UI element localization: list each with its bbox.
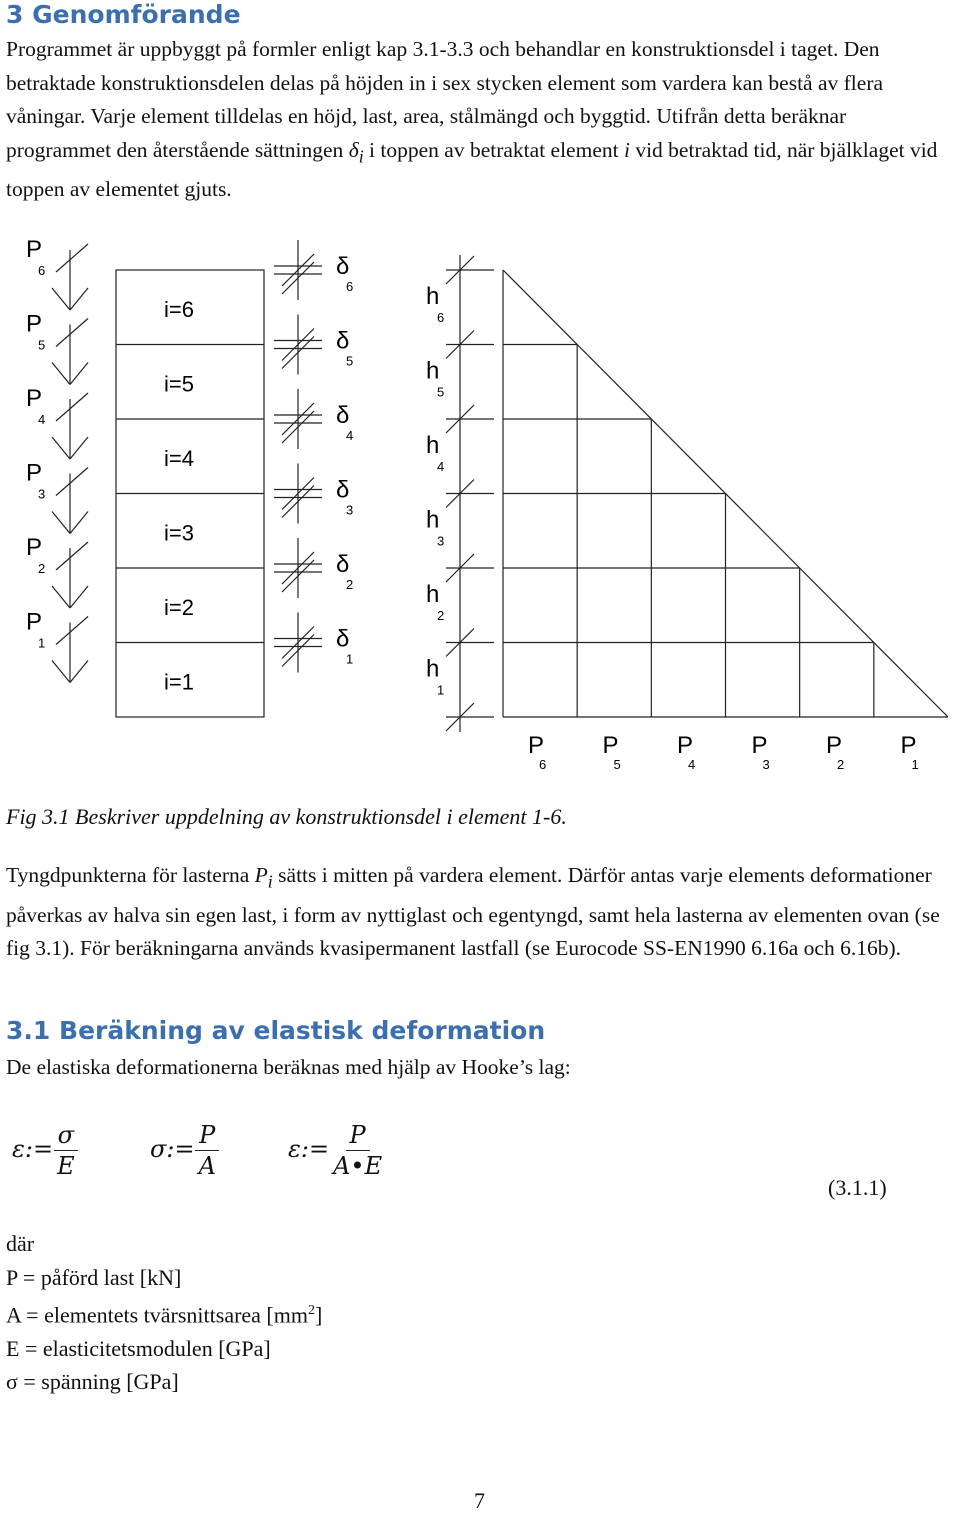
bottom-load-symbol: P [602, 732, 619, 759]
height-markers [426, 255, 494, 732]
equation-strain [12, 1120, 79, 1181]
subsection-number: 3.1 [6, 1016, 51, 1045]
load-arrow-tick [56, 319, 88, 347]
element-label: i=4 [164, 446, 194, 471]
bottom-load-subscript: 5 [613, 757, 621, 772]
load-arrow-head [70, 661, 88, 683]
load-label-symbol: P [26, 385, 43, 412]
load-subscript: i [267, 871, 273, 892]
hooke-intro: De elastiska deformationerna beräknas med hjälp av Hooke’s lag: [6, 1055, 571, 1079]
settlement-subscript: 1 [346, 651, 354, 667]
element-stack [116, 270, 264, 717]
eq2-numerator: P [195, 1120, 219, 1151]
load-arrow-head [70, 586, 88, 608]
settlement-subscript: 5 [346, 353, 354, 369]
load-arrow-head [52, 437, 70, 459]
bottom-load-symbol: P [751, 732, 768, 759]
load-label-subscript: 3 [38, 486, 46, 502]
height-subscript: 6 [437, 310, 445, 325]
settlement-symbol: δ [336, 253, 350, 280]
settlement-subscript: 4 [346, 428, 354, 443]
definition-area-sup: 2 [307, 1303, 315, 1318]
intro-text-b: i toppen av betraktat element [363, 137, 624, 162]
page-number: 7 [474, 1488, 485, 1513]
bottom-load-symbol: P [528, 732, 545, 759]
height-subscript: 3 [437, 533, 445, 549]
where-label: där [6, 1231, 35, 1256]
section-number: 3 [6, 0, 24, 29]
element-label: i=1 [164, 669, 194, 695]
load-arrows [26, 236, 88, 683]
bottom-load-subscript: 4 [688, 757, 696, 772]
load-label-symbol: P [26, 459, 43, 487]
load-label-subscript: 5 [38, 337, 46, 353]
height-subscript: 5 [437, 384, 445, 400]
eq1-lhs: ε:= [12, 1135, 54, 1163]
load-arrow-head [52, 363, 70, 385]
bottom-load-labels [528, 732, 919, 772]
bottom-load-subscript: 3 [762, 757, 770, 772]
load-arrow-head [70, 512, 88, 534]
eq1-fraction [53, 1120, 79, 1181]
delta-symbol: δ [348, 137, 359, 162]
element-label: i=6 [164, 297, 194, 322]
eq3-fraction [329, 1120, 386, 1181]
eq2-denominator: A [198, 1152, 216, 1180]
section-heading [6, 0, 241, 29]
load-arrow-tick [56, 542, 88, 570]
load-label-subscript: 2 [38, 561, 46, 576]
figure-caption: Fig 3.1 Beskriver uppdelning av konstruktionsdel i element 1-6. [6, 804, 567, 829]
load-label-symbol: P [26, 236, 43, 263]
load-text-b: sätts i mitten på vardera element. Därför antas varje elements deformationer påverkas av halva sin egen last, i form av nyttiglast och egentyngd, samt hela lasterna av elementen ovan (se fig 3.1). För beräkningarna används kvasipermanent lastfall (se Eurocode SS-EN1990 6.16a och 6.16b). [6, 863, 940, 961]
intro-text-a: Programmet är uppbyggt på formler enligt kap 3.1-3.3 och behandlar en konstruktionsdel i taget. Den betraktade konstruktionsdelen delas på höjden in i sex stycken element som vardera kan bestå av flera våningar. Varje element tilldelas en höjd, last, area, stålmängd och byggtid. Utifrån detta beräknar programmet den återstående sättningen [6, 37, 884, 162]
load-triangle [503, 270, 948, 717]
height-subscript: 4 [437, 459, 445, 474]
element-label: i=5 [164, 371, 194, 397]
settlement-symbol: δ [336, 327, 350, 355]
settlement-symbol: δ [336, 476, 350, 504]
load-label-symbol: P [26, 608, 43, 636]
load-arrow-head [70, 437, 88, 459]
element-division-figure [0, 225, 960, 780]
definition-stress: σ = spänning [GPa] [6, 1369, 179, 1395]
element-label: i=3 [164, 520, 194, 546]
load-arrow-tick [56, 617, 88, 645]
height-subscript: 2 [437, 608, 445, 623]
delta-subscript: i [358, 145, 364, 166]
eq2-fraction [195, 1120, 220, 1181]
eq3-denominator: A•E [333, 1152, 383, 1180]
load-arrow-head [52, 288, 70, 310]
bottom-load-subscript: 1 [911, 757, 919, 772]
eq1-numerator: σ [54, 1120, 78, 1151]
bottom-load-subscript: 2 [837, 757, 845, 772]
definition-area [6, 1294, 322, 1332]
load-arrow-head [70, 363, 88, 385]
eq2-lhs: σ:= [150, 1135, 195, 1163]
load-label-symbol: P [26, 534, 43, 561]
load-arrow-head [52, 512, 70, 534]
subsection-heading [6, 1016, 545, 1045]
settlement-subscript: 3 [346, 502, 354, 518]
height-symbol: h [426, 357, 440, 385]
eq1-denominator: E [57, 1152, 75, 1180]
height-symbol: h [426, 283, 440, 310]
height-symbol: h [426, 581, 440, 608]
load-arrow-tick [56, 244, 88, 272]
load-arrow-head [52, 586, 70, 608]
load-text-a: Tyngdpunkterna för lasterna [6, 863, 255, 887]
load-label-subscript: 1 [38, 635, 46, 651]
settlement-symbol: δ [336, 402, 350, 429]
load-paragraph [6, 859, 951, 966]
load-arrow-head [70, 288, 88, 310]
load-arrow-tick [56, 468, 88, 496]
load-arrow-tick [56, 393, 88, 421]
height-symbol: h [426, 506, 440, 534]
height-subscript: 1 [437, 682, 445, 698]
subsection-title: Beräkning av elastisk deformation [59, 1016, 546, 1045]
definition-modulus: E = elasticitetsmodulen [GPa] [6, 1335, 271, 1361]
bottom-load-subscript: 6 [539, 757, 547, 772]
intro-text-c: vid betraktad tid, när bjälklaget vid toppen av elementet gjuts. [6, 137, 938, 202]
settlement-subscript: 6 [346, 279, 354, 294]
definition-area-text: A = elementets tvärsnittsarea [mm [6, 1302, 308, 1328]
settlement-subscript: 2 [346, 577, 354, 592]
equation-number: (3.1.1) [828, 1175, 887, 1200]
definition-load: P = påförd last [kN] [6, 1264, 182, 1290]
intro-paragraph [6, 33, 951, 207]
bottom-load-symbol: P [826, 732, 843, 759]
settlement-markers [274, 240, 353, 673]
definitions-list [6, 1227, 322, 1399]
load-symbol: P [254, 863, 268, 887]
height-symbol: h [426, 432, 440, 459]
settlement-symbol: δ [336, 625, 350, 653]
bottom-load-symbol: P [900, 732, 917, 759]
bottom-load-symbol: P [677, 732, 694, 759]
load-label-subscript: 6 [38, 263, 46, 278]
load-label-subscript: 4 [38, 412, 46, 427]
load-arrow-head [52, 661, 70, 683]
equation-stress [150, 1120, 220, 1181]
element-label: i=2 [164, 595, 194, 620]
section-title: Genomförande [32, 0, 241, 29]
eq3-lhs: ε:= [288, 1135, 330, 1163]
height-symbol: h [426, 655, 440, 683]
element-index: i [623, 137, 630, 162]
settlement-symbol: δ [336, 551, 350, 578]
eq3-numerator: P [346, 1120, 370, 1151]
load-label-symbol: P [26, 310, 43, 338]
definition-area-tail: ] [314, 1302, 323, 1328]
equation-strain-combined [288, 1120, 386, 1181]
